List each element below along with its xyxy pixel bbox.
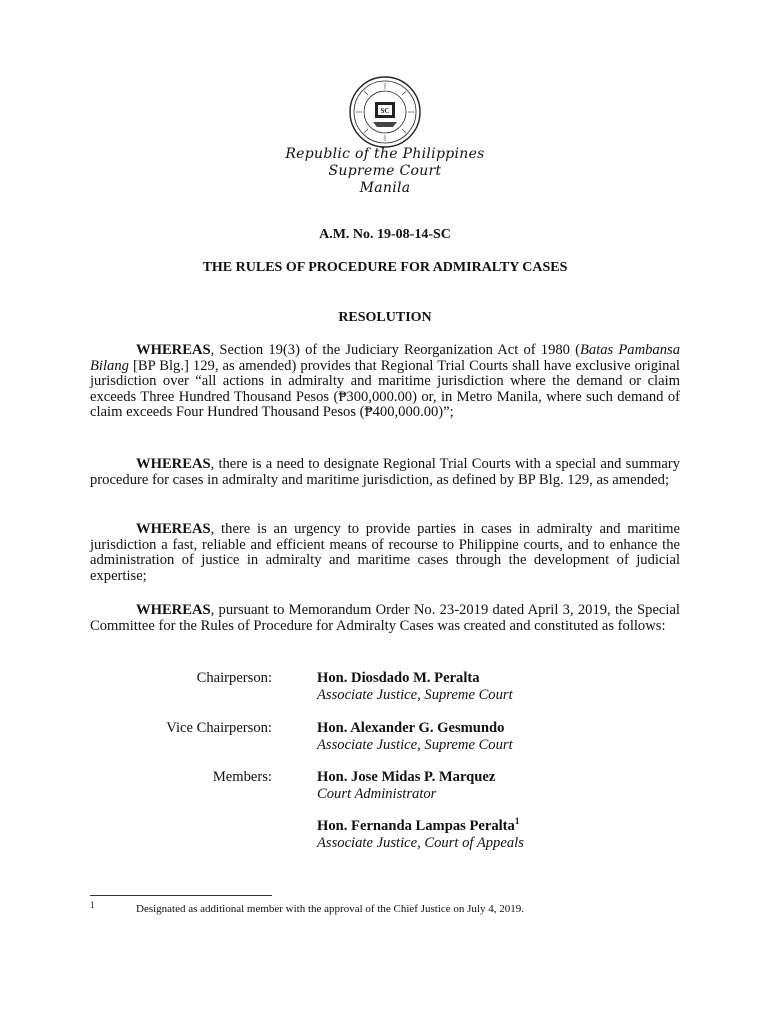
member-name-row bbox=[317, 818, 524, 835]
header-supreme-court: Supreme Court bbox=[328, 163, 442, 179]
committee-member-chairperson bbox=[317, 670, 513, 704]
whereas-paragraph-4 bbox=[90, 603, 680, 634]
header-manila: Manila bbox=[359, 180, 411, 196]
whereas-lead: WHEREAS bbox=[136, 342, 211, 358]
whereas-paragraph-3 bbox=[90, 522, 680, 584]
committee-member-2 bbox=[317, 818, 524, 852]
committee-role-chairperson: Chairperson: bbox=[196, 670, 272, 686]
paragraph-text: , pursuant to Memorandum Order No. 23-2019 dated April 3, 2019, the Special Committee for the Rules of Procedure for Admiralty Cases was created and constituted as follows: bbox=[90, 602, 680, 634]
seal-inner-text: SC bbox=[380, 107, 390, 115]
paragraph-text: [BP Blg.] 129, as amended) provides that Regional Trial Courts shall have exclusive original jurisdiction over “all actions in admiralty and maritime jurisdiction where the demand or claim exceeds Three Hundred Thousand Pesos (₱300,000.00) or, in Metro Manila, where such demand of claim exceeds Four Hundred Thousand Pesos (₱400,000.00)”; bbox=[90, 357, 680, 421]
resolution-heading: RESOLUTION bbox=[338, 310, 432, 325]
footnote-separator bbox=[90, 895, 272, 896]
paragraph-text: , there is a need to designate Regional Trial Courts with a special and summary procedure for cases in admiralty and maritime jurisdiction, as defined by BP Blg. 129, as amended; bbox=[90, 456, 680, 488]
whereas-paragraph-1 bbox=[90, 343, 680, 421]
court-header bbox=[0, 146, 770, 197]
footnote-reference[interactable]: 1 bbox=[514, 816, 520, 827]
committee-role-members: Members: bbox=[212, 769, 272, 785]
whereas-lead: WHEREAS bbox=[136, 521, 211, 537]
whereas-lead: WHEREAS bbox=[136, 602, 211, 618]
committee-member-vice-chairperson bbox=[317, 720, 513, 754]
header-republic: Republic of the Philippines bbox=[285, 146, 485, 162]
paragraph-italic: Batas Pambansa Bilang bbox=[90, 342, 680, 374]
member-position: Associate Justice, Supreme Court bbox=[317, 687, 513, 703]
supreme-court-seal-icon bbox=[348, 75, 422, 149]
paragraph-text: , Section 19(3) of the Judiciary Reorganization Act of 1980 ( bbox=[210, 342, 580, 358]
member-position: Associate Justice, Court of Appeals bbox=[317, 835, 524, 851]
member-position: Court Administrator bbox=[317, 786, 437, 802]
document-title: THE RULES OF PROCEDURE FOR ADMIRALTY CASES bbox=[202, 260, 568, 275]
committee-role-vice-chairperson: Vice Chairperson: bbox=[166, 720, 272, 736]
footnote-number: 1 bbox=[90, 900, 95, 910]
whereas-paragraph-2 bbox=[90, 457, 680, 488]
am-number: A.M. No. 19-08-14-SC bbox=[319, 227, 451, 242]
member-name: Hon. Jose Midas P. Marquez bbox=[317, 769, 496, 785]
member-name: Hon. Diosdado M. Peralta bbox=[317, 670, 480, 686]
member-name: Hon. Alexander G. Gesmundo bbox=[317, 720, 505, 736]
member-name: Hon. Fernanda Lampas Peralta bbox=[317, 818, 515, 834]
footnote-text: Designated as additional member with the approval of the Chief Justice on July 4, 2019. bbox=[136, 903, 524, 915]
whereas-lead: WHEREAS bbox=[136, 456, 211, 472]
member-position: Associate Justice, Supreme Court bbox=[317, 737, 513, 753]
paragraph-text: , there is an urgency to provide parties in cases in admiralty and maritime jurisdiction a fast, reliable and efficient means of recourse to Philippine courts, and to enhance the administration of justice in admiralty and maritime cases through the development of judicial expertise; bbox=[90, 521, 680, 584]
committee-member-1 bbox=[317, 769, 495, 803]
